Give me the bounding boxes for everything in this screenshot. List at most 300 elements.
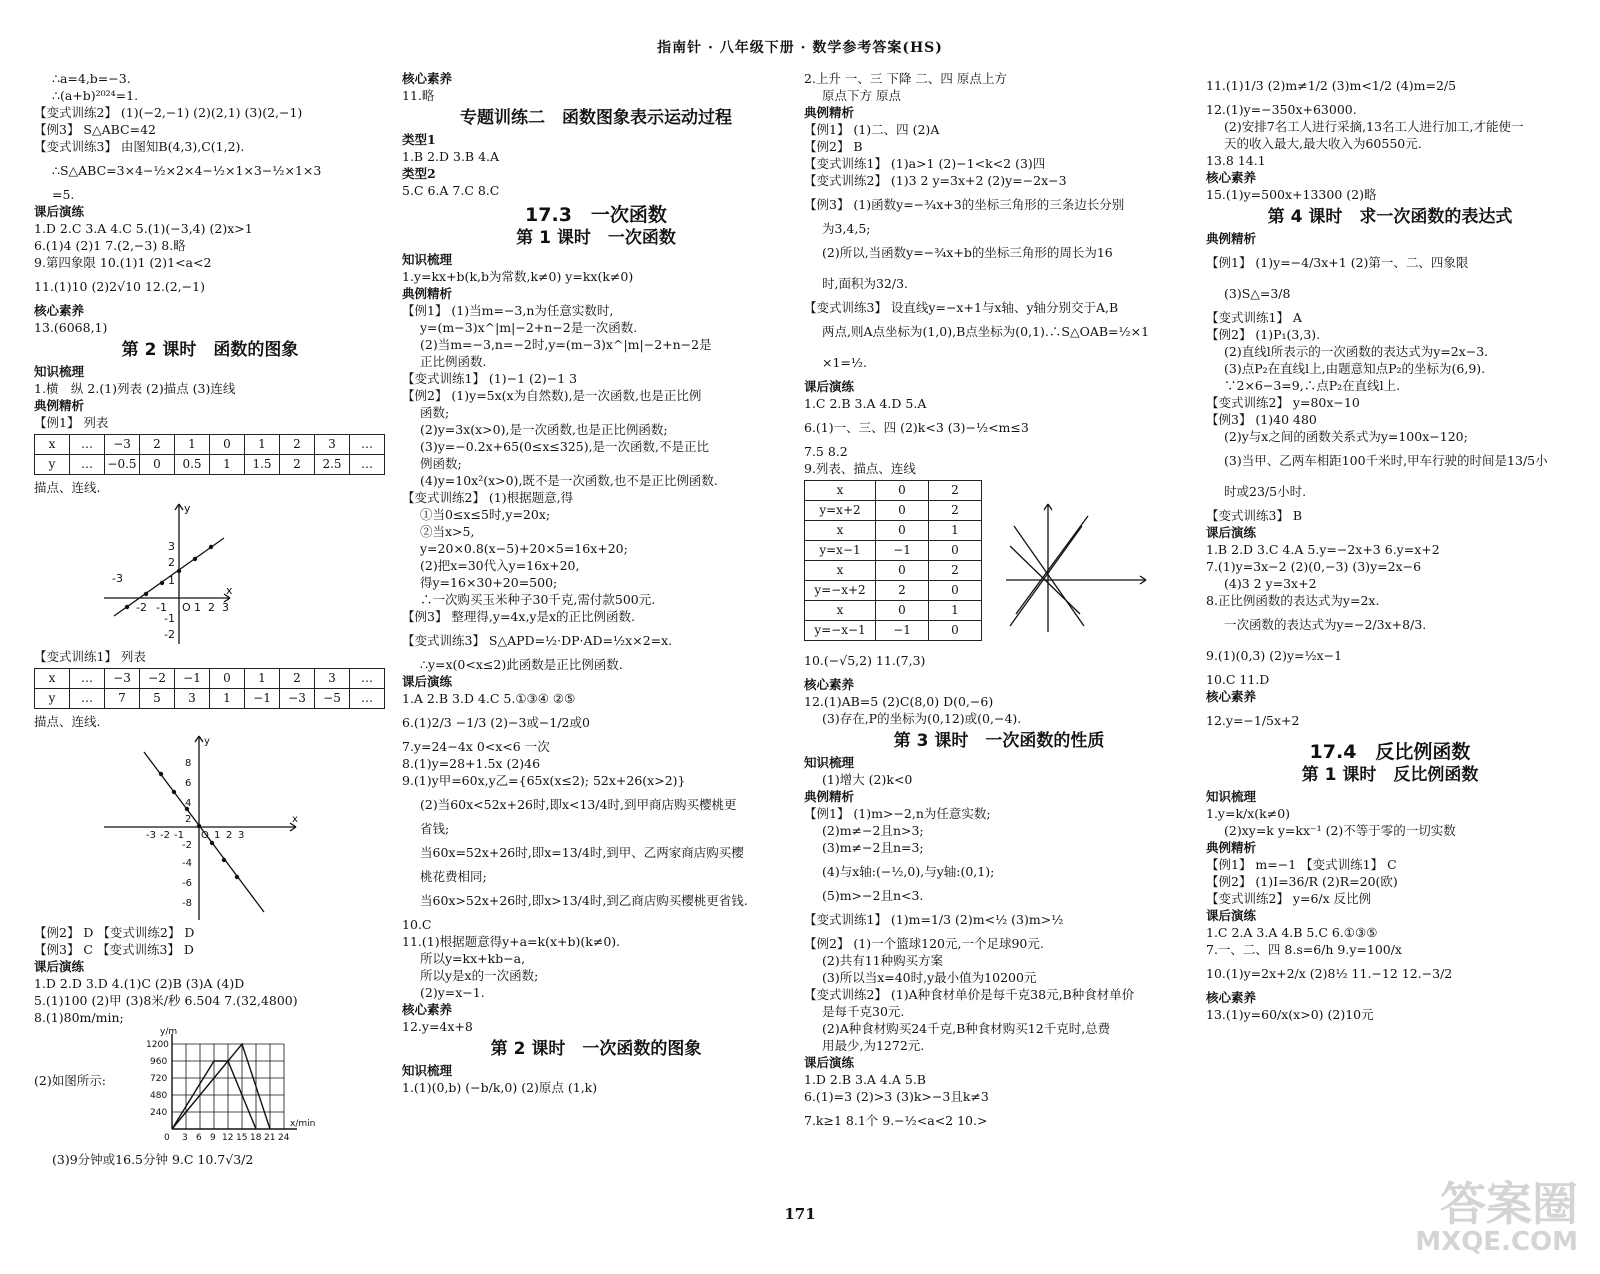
table-cell: 2 — [280, 669, 315, 689]
answer-line: 为3,4,5; — [822, 221, 871, 236]
axis-label: x — [292, 814, 298, 825]
answer-line: (2)y与x之间的函数关系式为y=100x−120; — [1224, 429, 1468, 444]
answer-line: 10.C — [402, 917, 432, 932]
axis-label: y — [204, 736, 210, 747]
table-cell: … — [350, 669, 385, 689]
answer-line: 10.(1)y=2x+2/x (2)8½ 11.−12 12.−3/2 — [1206, 966, 1453, 981]
tick-label: 21 — [264, 1133, 276, 1143]
answer-line: (3)存在,P的坐标为(0,12)或(0,−4). — [822, 711, 1022, 726]
answer-line: 【变式训练3】 设直线y=−x+1与x轴、y轴分别交于A,B — [804, 300, 1119, 315]
answer-line: (2)把x=30代入y=16x+20, — [420, 558, 580, 573]
tick-label: -6 — [182, 878, 192, 889]
table-cell: … — [350, 435, 385, 455]
answer-line: 课后演练 — [804, 379, 855, 394]
answer-block — [804, 645, 1194, 727]
answer-block — [402, 131, 790, 199]
answer-block — [34, 924, 386, 1026]
answer-line: (2)所以,当函数y=−¾x+b的坐标三角形的周长为16 — [822, 245, 1113, 260]
answer-line: 函数; — [420, 405, 450, 420]
function-graph-2 — [34, 732, 334, 922]
table-cell: 0 — [929, 621, 982, 641]
tick-label: 15 — [236, 1133, 248, 1143]
answer-line: 知识梳理 — [34, 364, 85, 379]
table-cell: … — [70, 435, 105, 455]
answer-line: 6.(1)2/3 −1/3 (2)−3或−1/2或0 — [402, 715, 590, 730]
answer-line: 10.C 11.D — [1206, 672, 1270, 687]
table-cell: 0 — [876, 561, 929, 581]
answer-line: 【例2】 D 【变式训练2】 D — [34, 925, 195, 940]
table-cell: … — [70, 689, 105, 709]
tick-label: 3 — [222, 601, 229, 614]
tick-label: 18 — [250, 1133, 262, 1143]
table-cell: −1 — [245, 689, 280, 709]
answer-line: 课后演练 — [804, 1055, 855, 1070]
tick-label: -3 — [112, 572, 123, 585]
tick-label: 4 — [185, 798, 192, 809]
function-graph-3 — [996, 486, 1156, 636]
answer-line: 10.(−√5,2) 11.(7,3) — [804, 653, 926, 668]
answer-line: 12.(1)y=−350x+63000. — [1206, 102, 1357, 117]
answer-line: 知识梳理 — [402, 252, 453, 267]
table-row — [805, 601, 982, 621]
answer-line: (3)m≠−2且n=3; — [822, 840, 924, 855]
tick-label: -2 — [136, 601, 147, 614]
answer-line: 课后演练 — [1206, 908, 1257, 923]
answer-line: 【例1】 (1)y=−4/3x+1 (2)第一、二、四象限 — [1206, 255, 1469, 270]
table-cell: 3 — [175, 689, 210, 709]
answer-block — [402, 1062, 790, 1096]
answer-line: (3)S△=3/8 — [1224, 286, 1291, 301]
answer-line: (3)9分钟或16.5分钟 9.C 10.7√3/2 — [52, 1152, 254, 1167]
chapter-title: 17.3 一次函数 — [525, 204, 667, 226]
table-cell: 2 — [876, 581, 929, 601]
table-cell: 1.5 — [245, 455, 280, 475]
answer-line: 1.B 2.D 3.B 4.A — [402, 149, 500, 164]
answer-line: 用最少,为1272元. — [822, 1038, 925, 1053]
answer-line: 核心素养 — [402, 1002, 453, 1017]
table-row — [805, 501, 982, 521]
answer-line: 【例3】 C 【变式训练3】 D — [34, 942, 194, 957]
value-table — [804, 480, 982, 641]
answer-line: 11.略 — [402, 88, 435, 103]
answer-line: 【变式训练1】 列表 — [34, 649, 146, 664]
answer-line: y=20×0.8(x−5)+20×5=16x+20; — [420, 541, 628, 556]
answer-line: 核心素养 — [1206, 170, 1257, 185]
table-cell: 1 — [245, 669, 280, 689]
answer-line: 6.(1)一、三、四 (2)k<3 (3)−½<m≤3 — [804, 420, 1029, 435]
tick-label: 2 — [185, 814, 192, 825]
tick-label: 6 — [185, 778, 192, 789]
answer-line: 【例2】 (1)I=36/R (2)R=20(欧) — [1206, 874, 1398, 889]
table-row — [805, 541, 982, 561]
tick-label: 9 — [210, 1133, 216, 1143]
tick-label: -8 — [182, 898, 192, 909]
answer-line: 课后演练 — [1206, 525, 1257, 540]
answer-line: 【变式训练1】 A — [1206, 310, 1302, 325]
answer-line: 【变式训练1】 (1)−1 (2)−1 3 — [402, 371, 578, 386]
answer-line: (2)y=3x(x>0),是一次函数,也是正比例函数; — [420, 422, 668, 437]
answer-line: 7.k≥1 8.1个 9.−½<a<2 10.> — [804, 1113, 988, 1128]
table-row — [805, 521, 982, 541]
table-cell: x — [805, 481, 876, 501]
answer-line: (2)直线l所表示的一次函数的表达式为y=2x−3. — [1224, 344, 1489, 359]
answer-line: 【例1】 (1)二、四 (2)A — [804, 122, 940, 137]
answer-line: 8.(1)y=28+1.5x (2)46 — [402, 756, 541, 771]
table-row — [805, 561, 982, 581]
answer-line: (2)xy=k y=kx⁻¹ (2)不等于零的一切实数 — [1224, 823, 1456, 838]
answer-line: 2.上升 一、三 下降 二、四 原点上方 — [804, 71, 1007, 86]
table-cell: 3 — [315, 435, 350, 455]
table-cell: y — [35, 689, 70, 709]
answer-line: 知识梳理 — [804, 755, 855, 770]
answer-line: 5.C 6.A 7.C 8.C — [402, 183, 500, 198]
tick-label: 2 — [226, 830, 233, 841]
answer-line: 1.D 2.C 3.A 4.C 5.(1)(−3,4) (2)x>1 — [34, 221, 253, 236]
answer-line: 13.8 14.1 — [1206, 153, 1266, 168]
section-title: 专题训练二 函数图象表示运动过程 — [460, 108, 732, 128]
section-title: 第 1 课时 反比例函数 — [1301, 765, 1479, 785]
answer-line: 典例精析 — [804, 105, 855, 120]
answer-line: ∵2×6−3=9,∴点P₂在直线l上. — [1224, 378, 1401, 393]
answer-line: 核心素养 — [34, 303, 85, 318]
answer-line: 【例1】 (1)m>−2,n为任意实数; — [804, 806, 991, 821]
table-cell: −3 — [105, 669, 140, 689]
table-cell: … — [70, 455, 105, 475]
answer-line: 例函数; — [420, 456, 462, 471]
answer-line: 9.(1)y甲=60x,y乙={65x(x≤2); 52x+26(x>2)} — [402, 773, 686, 788]
table-cell: 2 — [929, 501, 982, 521]
table-cell: x — [35, 669, 70, 689]
tick-label: 960 — [150, 1057, 168, 1067]
answer-line: 1.y=k/x(k≠0) — [1206, 806, 1291, 821]
answer-line: 1.y=kx+b(k,b为常数,k≠0) y=kx(k≠0) — [402, 269, 634, 284]
function-graph-1 — [34, 498, 234, 646]
answer-line: y=(m−3)x^|m|−2+n−2是一次函数. — [420, 320, 638, 335]
tick-label: 720 — [150, 1074, 168, 1084]
table-row — [35, 455, 385, 475]
answer-line: (4)y=10x²(x>0),既不是一次函数,也不是正比例函数. — [420, 473, 718, 488]
answer-line: (3)点P₂在直线l上,由题意知点P₂的坐标为(6,9). — [1224, 361, 1486, 376]
section-title: 第 4 课时 求一次函数的表达式 — [1267, 207, 1513, 227]
answer-line: 13.(6068,1) — [34, 320, 108, 335]
answer-line: (2)m≠−2且n>3; — [822, 823, 924, 838]
answer-block — [34, 363, 386, 431]
answer-line: ∴y=x(0<x≤2)此函数是正比例函数. — [420, 657, 623, 672]
answer-line: 5.(1)100 (2)甲 (3)8米/秒 6.504 7.(32,4800) — [34, 993, 298, 1008]
answer-line: 11.(1)1/3 (2)m≠1/2 (3)m<1/2 (4)m=2/5 — [1206, 78, 1457, 93]
answer-line: 桃花费相同; — [420, 869, 487, 884]
answer-line: 7.(1)y=3x−2 (2)(0,−3) (3)y=2x−6 — [1206, 559, 1422, 574]
figure-caption: (2)如图所示: — [34, 1073, 106, 1088]
answer-line: 当60x>52x+26时,即x>13/4时,到乙商店购买樱桃更省钱. — [420, 893, 748, 908]
answer-line: 是每千克30元. — [822, 1004, 905, 1019]
answer-block — [34, 70, 386, 336]
table-cell: 0 — [876, 521, 929, 541]
answer-block — [34, 648, 386, 665]
table-cell: −5 — [315, 689, 350, 709]
tick-label: 1 — [214, 830, 221, 841]
answer-line: 【变式训练1】 (1)a>1 (2)−1<k<2 (3)四 — [804, 156, 1046, 171]
answer-line: 1.(1)(0,b) (−b/k,0) (2)原点 (1,k) — [402, 1080, 598, 1095]
answer-line: 11.(1)根据题意得y+a=k(x+b)(k≠0). — [402, 934, 621, 949]
answer-line: 类型2 — [402, 166, 436, 181]
answer-line: 【变式训练2】 (1)根据题意,得 — [402, 490, 574, 505]
answer-line: 1.B 2.D 3.C 4.A 5.y=−2x+3 6.y=x+2 — [1206, 542, 1440, 557]
answer-line: 【例1】 m=−1 【变式训练1】 C — [1206, 857, 1397, 872]
section-title: 第 2 课时 一次函数的图象 — [490, 1039, 702, 1059]
table-cell: 2 — [280, 435, 315, 455]
answer-line: 1.D 2.D 3.D 4.(1)C (2)B (3)A (4)D — [34, 976, 245, 991]
column-2 — [402, 70, 790, 1204]
answer-line: 12.(1)AB=5 (2)C(8,0) D(0,−6) — [804, 694, 994, 709]
answer-line: ①当0≤x≤5时,y=20x; — [420, 507, 551, 522]
table-cell: 0 — [929, 581, 982, 601]
table-cell: 0 — [140, 455, 175, 475]
answer-line: (5)m>−2且n<3. — [822, 888, 924, 903]
table-cell: y=−x−1 — [805, 621, 876, 641]
answer-line: 两点,则A点坐标为(1,0),B点坐标为(0,1).∴S△OAB=½×1 — [822, 324, 1150, 339]
tick-label: -4 — [182, 858, 192, 869]
table-cell: 1 — [210, 455, 245, 475]
answer-line: 12.y=4x+8 — [402, 1019, 473, 1034]
tick-label: 480 — [150, 1091, 168, 1101]
table-cell: −1 — [876, 621, 929, 641]
answer-line: (2)共有11种购买方案 — [822, 953, 944, 968]
answer-line: 类型1 — [402, 132, 436, 147]
table-cell: 0 — [876, 601, 929, 621]
answer-line: ∴S△ABC=3×4−½×2×4−½×1×3−½×1×3 — [52, 163, 322, 178]
answer-line: 1.C 2.B 3.A 4.D 5.A — [804, 396, 927, 411]
table-row — [35, 435, 385, 455]
tick-label: 1 — [194, 601, 201, 614]
table-cell: x — [805, 561, 876, 581]
answer-line: (2)安排7名工人进行采摘,13名工人进行加工,才能使一 — [1224, 119, 1524, 134]
answer-line: 典例精析 — [402, 286, 453, 301]
answer-line: 课后演练 — [34, 959, 85, 974]
answer-line: 描点、连线. — [34, 714, 101, 729]
answer-line: 典例精析 — [1206, 231, 1257, 246]
answer-line: 时或23/5小时. — [1224, 484, 1307, 499]
answer-line: 1.C 2.A 3.A 4.B 5.C 6.①③⑤ — [1206, 925, 1378, 940]
answer-line: (2)y=x−1. — [420, 985, 485, 1000]
answer-line: (2)当m=−3,n=−2时,y=(m−3)x^|m|−2+n−2是 — [420, 337, 712, 352]
answer-line: 典例精析 — [804, 789, 855, 804]
table-cell: … — [70, 669, 105, 689]
answer-line: 1.D 2.B 3.A 4.A 5.B — [804, 1072, 926, 1087]
page-number: 171 — [784, 1205, 816, 1223]
answer-line: 一次函数的表达式为y=−2/3x+8/3. — [1224, 617, 1427, 632]
table-cell: −3 — [280, 689, 315, 709]
answer-line: 1.A 2.B 3.D 4.C 5.①③④ ②⑤ — [402, 691, 576, 706]
answer-line: 【变式训练2】 (1)3 2 y=3x+2 (2)y=−2x−3 — [804, 173, 1067, 188]
tick-label: 3 — [238, 830, 245, 841]
answer-line: 6.(1)4 (2)1 7.(2,−3) 8.略 — [34, 238, 186, 253]
answer-block — [34, 1144, 386, 1175]
answer-line: 时,面积为32/3. — [822, 276, 909, 291]
answer-block — [34, 479, 386, 496]
answer-line: 9.(1)(0,3) (2)y=½x−1 — [1206, 648, 1343, 663]
column-3 — [804, 70, 1194, 1204]
answer-line: =5. — [52, 187, 75, 202]
table-cell: x — [805, 521, 876, 541]
answer-line: 7.5 8.2 — [804, 444, 848, 459]
watermark-url: MXQE.COM — [1415, 1227, 1578, 1257]
tick-label: 2 — [208, 601, 215, 614]
tick-label: -2 — [182, 840, 192, 851]
answer-line: 【例3】 S△ABC=42 — [34, 122, 156, 137]
answer-line: (3)当甲、乙两车相距100千米时,甲车行驶的时间是13/5小 — [1224, 453, 1548, 468]
answer-line: 9.列表、描点、连线 — [804, 461, 916, 476]
tick-label: O — [182, 601, 191, 614]
table-row — [805, 481, 982, 501]
table-cell: y=x+2 — [805, 501, 876, 521]
table-cell: −1 — [175, 669, 210, 689]
answer-line: 正比例函数. — [420, 354, 487, 369]
section-title: 第 1 课时 一次函数 — [516, 228, 676, 248]
table-row — [805, 621, 982, 641]
answer-line: ∴(a+b)²⁰²⁴=1. — [52, 88, 139, 103]
answer-line: 【变式训练2】 (1)A种食材单价是每千克38元,B种食材单价 — [804, 987, 1135, 1002]
answer-line: ②当x>5, — [420, 524, 475, 539]
answer-line: 13.(1)y=60/x(x>0) (2)10元 — [1206, 1007, 1374, 1022]
answer-line: (1)增大 (2)k<0 — [822, 772, 913, 787]
table-cell: 3 — [315, 669, 350, 689]
answer-line: 11.(1)10 (2)2√10 12.(2,−1) — [34, 279, 205, 294]
table-cell: 1 — [929, 521, 982, 541]
answer-line: ×1=½. — [822, 355, 867, 370]
answer-block — [34, 713, 386, 730]
answer-line: 【变式训练2】 y=6/x 反比例 — [1206, 891, 1372, 906]
answer-line: 【例2】 B — [804, 139, 863, 154]
axis-label: x/min — [290, 1119, 316, 1129]
table-cell: y — [35, 455, 70, 475]
answer-line: 【例3】 (1)函数y=−¾x+3的坐标三角形的三条边长分别 — [804, 197, 1125, 212]
answer-line: (2)当60x<52x+26时,即x<13/4时,到甲商店购买樱桃更 — [420, 797, 737, 812]
answer-line: (2)A种食材购买24千克,B种食材购买12千克时,总费 — [822, 1021, 1111, 1036]
answer-line: 典例精析 — [1206, 840, 1257, 855]
answer-line: 【变式训练2】 y=80x−10 — [1206, 395, 1360, 410]
answer-line: 省钱; — [420, 821, 450, 836]
answer-line: 当60x=52x+26时,即x=13/4时,到甲、乙两家商店购买樱 — [420, 845, 744, 860]
answer-block — [804, 70, 1194, 477]
answer-line: 7.y=24−4x 0<x<6 一次 — [402, 739, 550, 754]
answer-line: 【例2】 (1)P₁(3,3). — [1206, 327, 1321, 342]
tick-label: 0 — [164, 1133, 170, 1143]
axis-label: y — [184, 502, 191, 515]
answer-line: 7.一、二、四 8.s=6/h 9.y=100/x — [1206, 942, 1402, 957]
answer-line: 【变式训练3】 B — [1206, 508, 1303, 523]
answer-line: 【例3】 整理得,y=4x,y是x的正比例函数. — [402, 609, 635, 624]
table-cell: 1 — [245, 435, 280, 455]
table-row — [805, 581, 982, 601]
distance-time-figure — [34, 1026, 386, 1144]
answer-line: 核心素养 — [1206, 689, 1257, 704]
answer-line: 知识梳理 — [402, 1063, 453, 1078]
answer-line: 典例精析 — [34, 398, 85, 413]
answer-line: ∴a=4,b=−3. — [52, 71, 131, 86]
tick-label: 24 — [278, 1133, 290, 1143]
page-header: 指南针 · 八年级下册 · 数学参考答案(HS) — [657, 40, 943, 56]
axis-label: y/m — [160, 1027, 178, 1037]
answer-line: 核心素养 — [1206, 990, 1257, 1005]
tick-label: 6 — [196, 1133, 202, 1143]
answer-block — [402, 251, 790, 1035]
answer-line: 【变式训练1】 (1)m=1/3 (2)m<½ (3)m>½ — [804, 912, 1064, 927]
answer-line: 【变式训练3】 S△APD=½·DP·AD=½x×2=x. — [402, 633, 673, 648]
answer-line: (4)与x轴:(−½,0),与y轴:(0,1); — [822, 864, 995, 879]
answer-line: ∴一次购买玉米种子30千克,需付款500元. — [420, 592, 656, 607]
table-row — [35, 689, 385, 709]
section-title: 第 3 课时 一次函数的性质 — [893, 731, 1105, 751]
tick-label: -1 — [164, 612, 175, 625]
answer-block — [1206, 70, 1574, 203]
watermark — [1415, 1177, 1578, 1257]
table-cell: 1 — [929, 601, 982, 621]
answer-line: 课后演练 — [402, 674, 453, 689]
answer-line: 【例2】 (1)y=5x(x为自然数),是一次函数,也是正比例 — [402, 388, 702, 403]
tick-label: 8 — [185, 758, 192, 769]
table-cell: 1 — [210, 689, 245, 709]
table-cell: −2 — [140, 669, 175, 689]
tick-label: 2 — [168, 556, 175, 569]
table-cell: 0 — [876, 501, 929, 521]
value-table — [34, 668, 385, 709]
answer-line: 【例2】 (1)一个篮球120元,一个足球90元. — [804, 936, 1044, 951]
table-cell: 2 — [140, 435, 175, 455]
table-cell: y=x−1 — [805, 541, 876, 561]
table-cell: 0 — [210, 435, 245, 455]
column-4 — [1206, 70, 1574, 1204]
table-cell: y=−x+2 — [805, 581, 876, 601]
answer-line: 知识梳理 — [1206, 789, 1257, 804]
answer-line: 9.第四象限 10.(1)1 (2)1<a<2 — [34, 255, 212, 270]
answer-block — [804, 754, 1194, 1136]
tick-label: -2 — [164, 628, 175, 641]
tick-label: -3 — [146, 830, 156, 841]
table-cell: 0.5 — [175, 455, 210, 475]
table-cell: … — [350, 689, 385, 709]
tick-label: 3 — [182, 1133, 188, 1143]
answer-line: 课后演练 — [34, 204, 85, 219]
table-cell: 0 — [876, 481, 929, 501]
answer-block — [1206, 788, 1574, 1023]
watermark-logo-text: 答案圈 — [1440, 1177, 1578, 1231]
table-cell: 2.5 — [315, 455, 350, 475]
tick-label: -1 — [174, 830, 184, 841]
table-cell: −3 — [105, 435, 140, 455]
tick-label: 12 — [222, 1133, 234, 1143]
answer-line: 8.正比例函数的表达式为y=2x. — [1206, 593, 1380, 608]
tick-label: -2 — [160, 830, 170, 841]
answer-line: 15.(1)y=500x+13300 (2)略 — [1206, 187, 1377, 202]
table-cell: 5 — [140, 689, 175, 709]
answer-line: (3)y=−0.2x+65(0≤x≤325),是一次函数,不是正比 — [420, 439, 710, 454]
graph-and-table — [804, 477, 1194, 645]
answer-line: 核心素养 — [402, 71, 453, 86]
answer-line: 8.(1)80m/min; — [34, 1010, 124, 1025]
tick-label: O — [201, 830, 209, 841]
tick-label: -1 — [156, 601, 167, 614]
tick-label: 240 — [150, 1108, 168, 1118]
axis-label: x — [226, 584, 233, 597]
table-cell: −0.5 — [105, 455, 140, 475]
table-cell: 2 — [280, 455, 315, 475]
answer-line: 12.y=−1/5x+2 — [1206, 713, 1300, 728]
answer-line: 原点下方 原点 — [822, 88, 901, 103]
table-cell: −1 — [876, 541, 929, 561]
answer-line: 【变式训练3】 由图知B(4,3),C(1,2). — [34, 139, 245, 154]
table-row — [35, 669, 385, 689]
